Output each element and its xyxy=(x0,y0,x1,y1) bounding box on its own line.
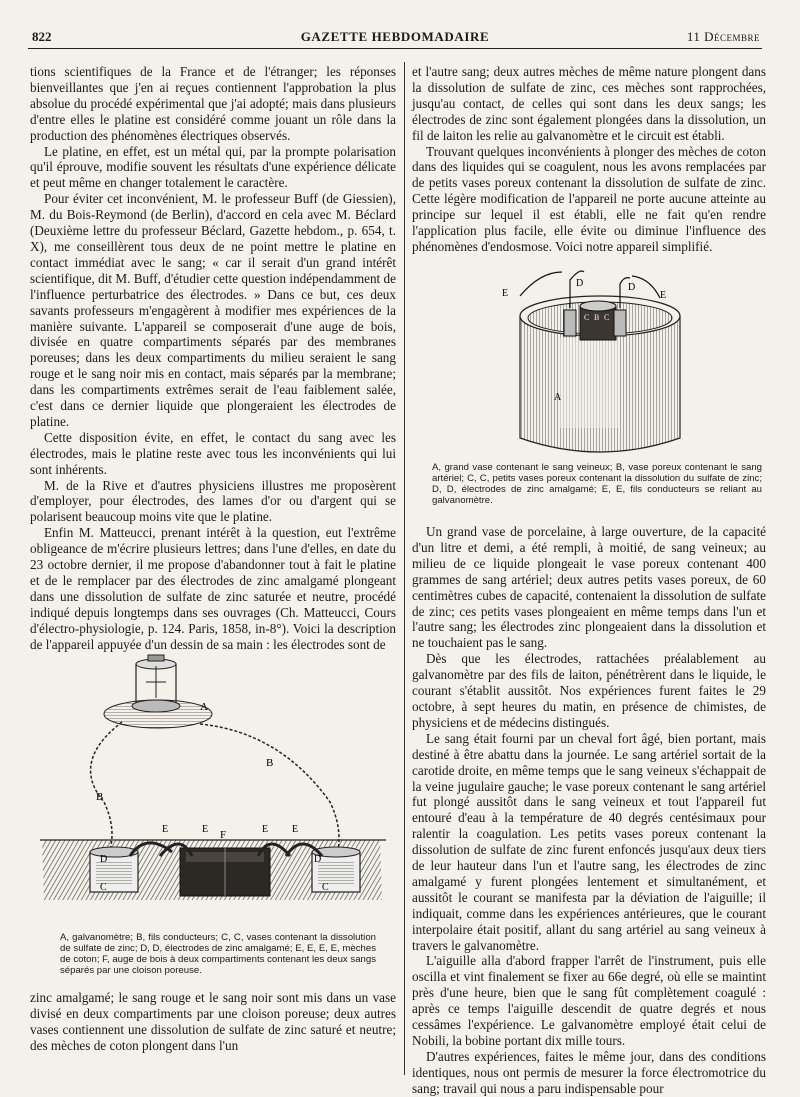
label-c-left: C xyxy=(100,882,107,893)
label-b-left: B xyxy=(96,791,104,803)
label-b-right: B xyxy=(266,757,274,769)
paragraph: Le sang était fourni par un cheval fort âgé, bien portant, mais destiné à être abattu dans la journée. Le sang artériel sortait de la carotide droite, en même temps que le sang veineux s'échappait de la veine jugulaire gauche; le vase poreux contenant le sang artériel fut plongé aussitôt dans le sang veineux et tout l'appareil fut entouré d'eau à la température de 40 degrés centésimaux pour ralentir la coagulation. Les petits vases poreux contenant la dissolution de sulfate de zinc furent enfoncés jusqu'aux deux tiers de leur hauteur dans l'un et l'autre sang, les électrodes de zinc amalgamé y furent plongées lentement et simultanément, et aussitôt le courant se manifesta par la déviation de l'aiguille; il indiquait, comme dans les expériences antérieures, que le courant interpolaire était positif, allant du sang artériel au sang veineux à travers le galvanomètre. xyxy=(412,730,766,953)
paragraph: et l'autre sang; deux autres mèches de même nature plongent dans la dissolution de sulfate de zinc, ces mèches sont rapprochées, jusqu'au contact, de celles qui sont dans les deux sangs; les électrodes de zinc sont également plongées dans la dissolution, un fil de laiton les relie au galvanomètre et le circuit est établi. xyxy=(412,64,766,143)
label-c-left: C xyxy=(584,313,590,322)
label-e-right: E xyxy=(660,290,667,301)
label-a: A xyxy=(200,701,208,713)
right-column-continuation xyxy=(412,524,766,1097)
column-divider xyxy=(404,62,405,1075)
paragraph: Un grand vase de porcelaine, à large ouverture, de la capacité d'un litre et demi, a été rempli, à moitié, de sang veineux; au milieu de ce liquide plongeait le vase poreux contenant 400 grammes de sang artériel; deux autres petits vases poreux, de 60 centimètres cubes de capacité, contenaient la dissolution de sulfate de zinc; ces petits vases plongeaient en même temps dans l'un et l'autre sang; les électrodes zinc plongeaient dans la dissolution et ne touchaient pas le sang. xyxy=(412,524,766,651)
label-e-4: E xyxy=(292,824,299,835)
paragraph: Dès que les électrodes, rattachées préalablement au galvanomètre par des fils de laiton, pénétrèrent dans le liquide, le courant s'établit aussitôt. Nos expériences furent faites le 29 octobre, à sept heures du matin, en présence de chimistes, de physiciens et de médecins distingués. xyxy=(412,651,766,730)
wire-left xyxy=(91,722,122,850)
paragraph: Le platine, en effet, est un métal qui, par la prompte polarisation qu'il éprouve, modifie souvent les résultats d'une expérience délicate et peut même en changer totalement le caractère. xyxy=(30,143,396,191)
label-e-left: E xyxy=(502,288,509,299)
paragraph: Cette disposition évite, en effet, le contact du sang avec les électrodes, mais le platine reste avec tous les inconvénients qui lui sont inhérents. xyxy=(30,429,396,477)
label-d-right: D xyxy=(628,282,636,293)
label-c-right: C xyxy=(604,313,610,322)
small-vessel-c-left xyxy=(564,310,576,336)
right-column xyxy=(412,64,766,255)
label-c-right: C xyxy=(322,882,329,893)
left-column-continuation xyxy=(30,990,396,1054)
label-d-right: D xyxy=(314,854,322,865)
vessel-engraving xyxy=(500,268,700,468)
paragraph: Trouvant quelques inconvénients à plonger des mèches de coton dans des liquides qui se coagulent, nous les avons remplacées par de petits vases poreux contenant la dissolution de sulfate de zinc. Cette légère modification de l'appareil ne porte aucune atteinte au principe sur lequel il est établi, elle ne fait qu'en rendre l'application plus facile, elle évite ou diminue l'influence des phénomènes d'endosmose. Voici notre appareil simplifié. xyxy=(412,143,766,254)
issue-date: 11 Décembre xyxy=(686,29,760,44)
figure-simplified-apparatus xyxy=(500,268,700,468)
paragraph: L'aiguille alla d'abord frapper l'arrêt de l'instrument, puis elle oscilla et vint finalement se fixer au 66e degré, où elle se maintint près d'une heure, bien que le sang fût complètement coagulé : après ce temps l'aiguille descendit de quatre degrés et nous cessâmes l'expérience. Le galvanomètre employé était celui de Nobili, la bobine portant dix mille tours. xyxy=(412,953,766,1048)
wire-e-right xyxy=(632,276,660,298)
label-f: F xyxy=(220,829,227,841)
page-header xyxy=(28,24,762,49)
paragraph: Pour éviter cet inconvénient, M. le professeur Buff (de Giessien), M. du Bois-Reymond (de Berlin), d'accord en cela avec M. Béclard (Deuxième lettre du professeur Béclard, Gazette hebdom., p. 654, t. X), me conseillèrent tous deux de ne point mettre le platine en contact immédiat avec le sang; « car il serait d'un grand intérêt scientifique, dit M. Buff, d'étudier cette question indépendamment de l'influence perturbatrice des électrodes. » Dans ce but, ces deux savants professeurs m'engagèrent à modifier mes expériences de la manière suivante. L'appareil se composerait d'une auge de bois, divisée en quatre compartiments séparés par des membranes poreuses; dans les deux compartiments du milieu seraient le sang rouge et le sang noir mis en contact, mais séparés par la membrane; dans les compartiments extrêmes serait de l'eau faiblement salée, c'est dans ce dernier liquide que plongeraient les électrodes de platine. xyxy=(30,191,396,429)
paragraph: Enfin M. Matteucci, prenant intérêt à la question, eut l'extrême obligeance de m'écrire plusieurs lettres; dans l'une d'elles, en date du 23 octobre dernier, il me propose d'abandonner tout à fait le platine et de le remplacer par des électrodes de zinc amalgamé plongeant dans une dissolution de sulfate de zinc saturée et neutre, procédé indiqué depuis longtemps dans ses ouvrages (Ch. Matteucci, Cours d'électro-physiologie, p. 124. Paris, 1858, in-8°). Voici la description de l'appareil appuyée d'un dessin de sa main : les électrodes sont de xyxy=(30,525,396,652)
paragraph: tions scientifiques de la France et de l'étranger; les réponses bienveillantes que j'en ai reçues contiennent l'approbation la plus absolue du procédé expérimental que j'ai adopté; mais dans plusieurs d'entre elles le platine est considéré comme jouant un rôle dans la production des phénomènes électriques observés. xyxy=(30,64,396,143)
label-d-left: D xyxy=(576,278,584,289)
label-a: A xyxy=(554,392,562,403)
apparatus-engraving xyxy=(30,652,396,932)
page-number: 822 xyxy=(32,29,52,44)
label-b: B xyxy=(594,313,600,322)
galvanometer xyxy=(104,655,212,728)
left-column xyxy=(30,64,396,653)
wooden-trough xyxy=(180,848,270,896)
journal-title: GAZETTE HEBDOMADAIRE xyxy=(300,29,490,44)
label-e-2: E xyxy=(202,824,209,835)
wire-e-left xyxy=(520,272,562,296)
paragraph: zinc amalgamé; le sang rouge et le sang noir sont mis dans un vase divisé en deux compartiments par une cloison poreuse; deux autres vases contiennent une dissolution de sulfate de zinc saturé et neutre; des mèches de coton plongent dans l'un xyxy=(30,990,396,1053)
label-d-left: D xyxy=(100,854,108,865)
figure-matteucci-apparatus xyxy=(30,652,396,932)
figure-caption-left: A, galvanomètre; B, fils conducteurs; C, C, vases contenant la dissolution de sulfate de zinc; D, D, électrodes de zinc amalgamé; E, E, E, E, mèches de coton; F, auge de bois à deux compartiments contenant les deux sangs séparés par une cloison poreuse. xyxy=(60,932,376,976)
figure-caption-right: A, grand vase contenant le sang veineux; B, vase poreux contenant le sang artériel; C, C, petits vases poreux contenant la dissolution du sulfate de zinc; D, D, électrodes de zinc amalgamé; E, E, fils conducteurs se reliant au galvanomètre. xyxy=(432,462,762,506)
label-e-3: E xyxy=(262,824,269,835)
label-e-1: E xyxy=(162,824,169,835)
paragraph: M. de la Rive et d'autres physiciens illustres me proposèrent d'employer, pour électrodes, des lames d'or ou d'argent qui se polarisent beaucoup moins vite que le platine. xyxy=(30,477,396,525)
small-vessel-c-right xyxy=(614,310,626,336)
paragraph: D'autres expériences, faites le même jour, dans des conditions identiques, nous ont permis de mesurer la force électromotrice du sang; travail qui nous a paru indispensable pour xyxy=(412,1048,766,1096)
